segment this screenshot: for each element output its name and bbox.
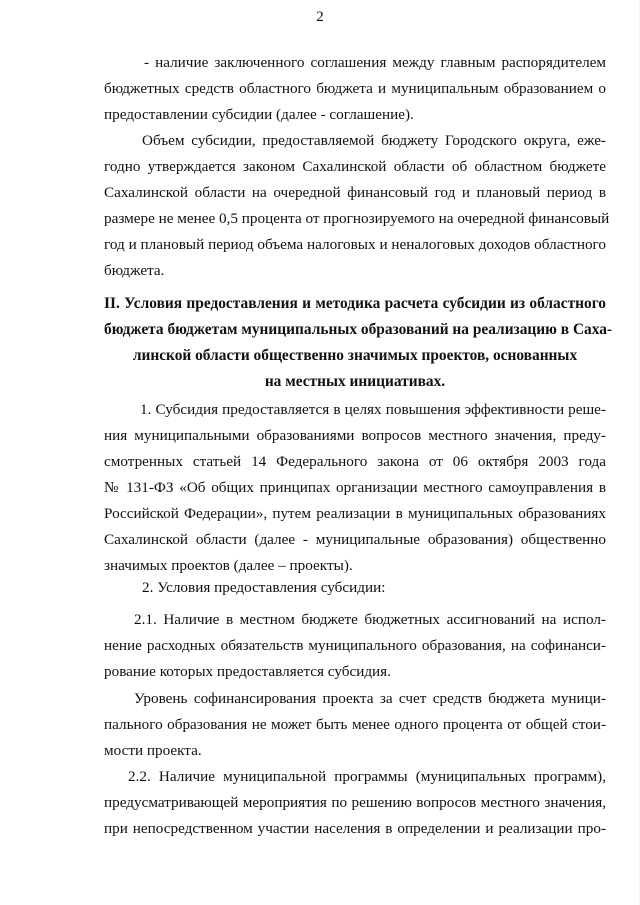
text-line: ния муниципальными образованиями вопросов местного значения, преду- [104,427,606,444]
paragraph-item-2 [104,575,606,601]
text-line: Российской Федерации», путем реализации в муниципальных образованиях [104,505,606,522]
heading-line: бюджета бюджетам муниципальных образований на реализацию в Саха- [104,321,613,338]
heading-line: линской области общественно значимых проектов, основанных [132,347,578,364]
text-line: 2.1. Наличие в местном бюджете бюджетных ассигнований на испол- [134,611,606,628]
text-line: нение расходных обязательств муниципального образования, на софинанси- [104,637,606,654]
paragraph-agreement [104,50,606,128]
text-line: рование которых предоставляется субсидия. [104,663,391,680]
text-line: Уровень софинансирования проекта за счет средств бюджета муници- [134,690,606,707]
text-line: мости проекта. [104,742,202,759]
paragraph-item-2-2 [104,764,606,842]
text-line: смотренных статьей 14 Федерального закона от 06 октября 2003 года [104,453,606,470]
text-line: 2.2. Наличие муниципальной программы (муниципальных программ), [128,768,606,785]
text-line: бюджета. [104,262,165,279]
text-line: № 131-ФЗ «Об общих принципах организации местного самоуправления в [104,479,606,496]
heading-line: на местных инициативах. [264,373,446,390]
text-line: Объем субсидии, предоставляемой бюджету Городского округа, еже- [142,132,606,149]
page-number: 2 [316,9,324,25]
paragraph-item-2-1 [104,607,606,685]
text-line: Сахалинской области (далее - муниципальные образования) общественно [104,531,606,548]
text-line: 1. Субсидия предоставляется в целях повышения эффективности реше- [140,401,606,418]
paragraph-subsidy-volume [104,128,610,284]
text-line: - наличие заключенного соглашения между главным распорядителем [144,54,606,71]
text-line: значимых проектов (далее – проекты). [104,557,353,574]
text-line: бюджетных средств областного бюджета и муниципальным образованием о [104,80,606,97]
text-line: предоставлении субсидии (далее - соглашение). [104,106,414,123]
paragraph-cofinancing [104,686,606,764]
text-line: Сахалинской области на очередной финансовый год и плановый период в [104,184,606,201]
text-line: размере не менее 0,5 процента от прогнозируемого на очередной финансовый [104,210,610,227]
text-line: 2. Условия предоставления субсидии: [142,579,386,596]
text-line: годно утверждается законом Сахалинской области об областном бюджете [104,158,606,175]
text-line: предусматривающей мероприятия по решению вопросов местного значения, [104,794,606,811]
section-heading [104,291,613,395]
heading-line: II. Условия предоставления и методика расчета субсидии из областного [104,295,606,312]
text-line: пального образования не может быть менее одного процента от общей стои- [104,716,606,733]
text-line: год и плановый период объема налоговых и неналоговых доходов областного [104,236,606,253]
text-line: при непосредственном участии населения в определении и реализации про- [104,820,606,837]
paragraph-item-1 [104,397,606,579]
